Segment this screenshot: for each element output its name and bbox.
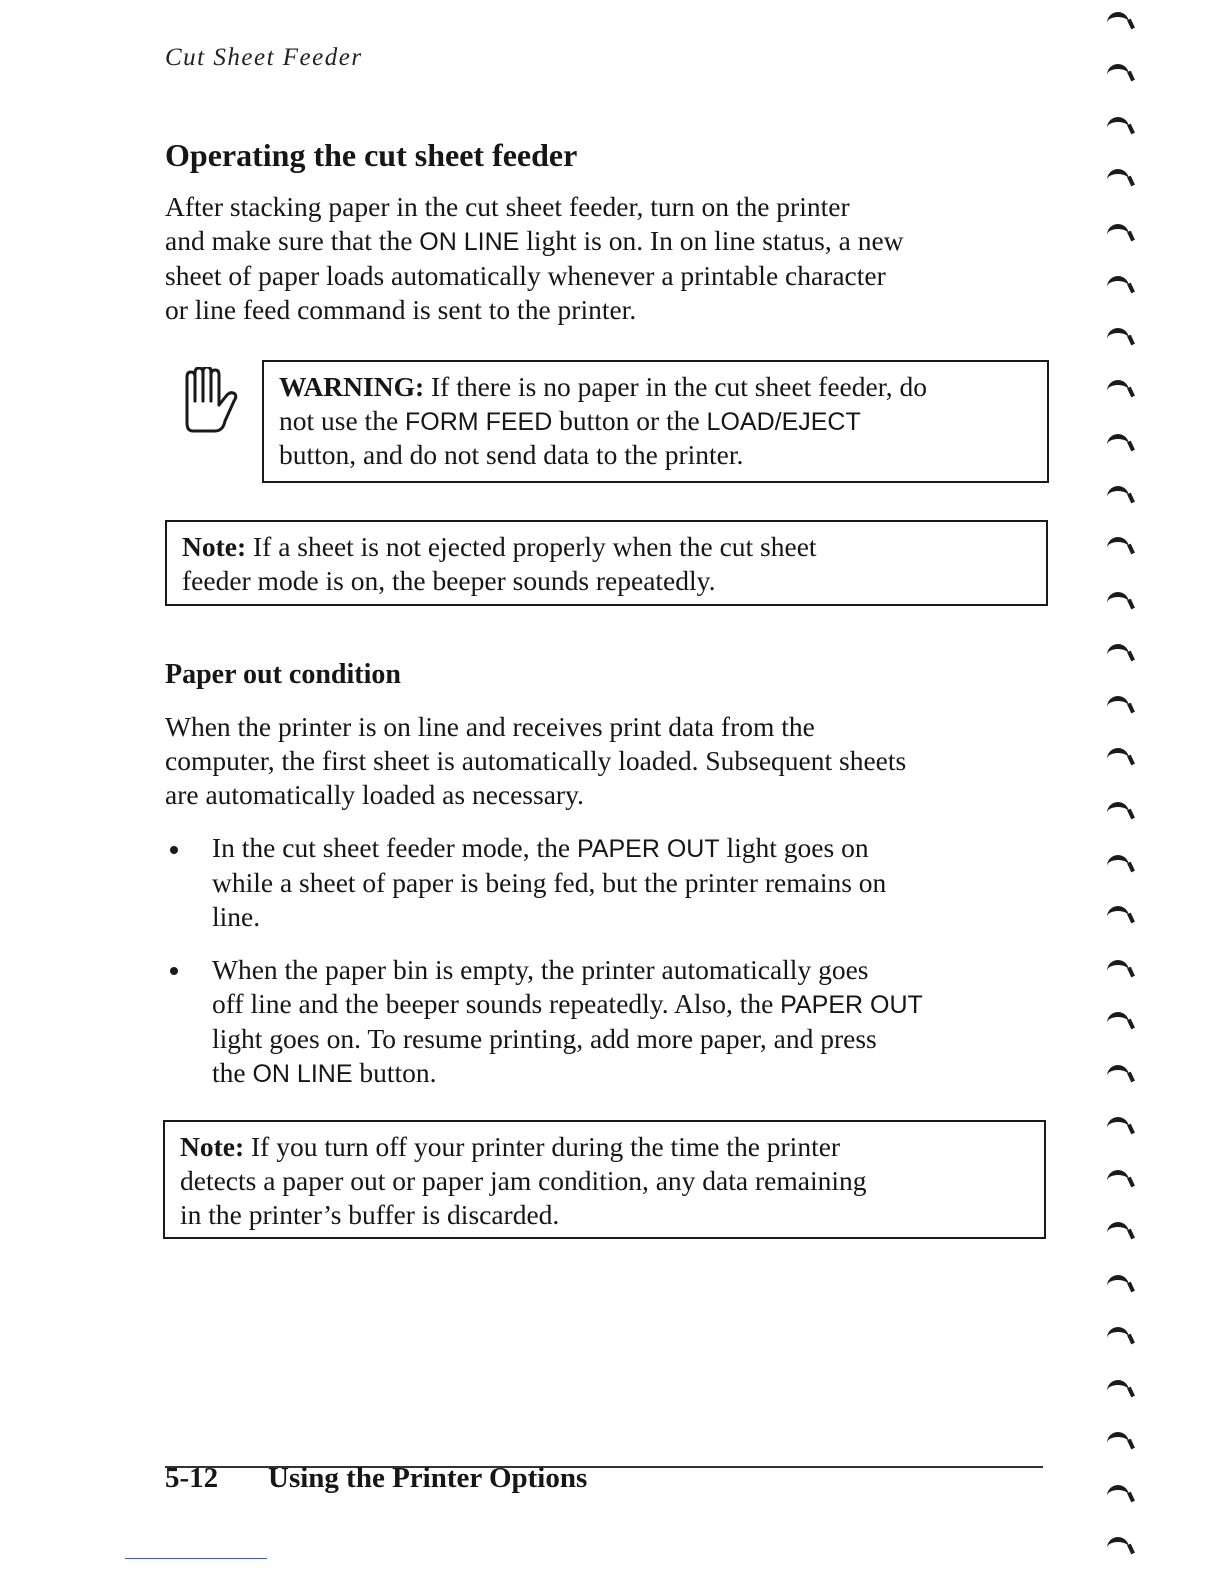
page-footer (165, 1462, 587, 1495)
note2-label: Note: (180, 1131, 245, 1162)
binding-hole (1107, 1117, 1129, 1134)
note-box-2 (163, 1120, 1046, 1239)
bullet2-line-3: light goes on. To resume printing, add more paper, and press (212, 1023, 877, 1054)
key-on-line: ON LINE (419, 228, 520, 256)
paper-out-line-3: are automatically loaded as necessary. (165, 779, 584, 810)
bullet2-line-4: the ON LINE button. (212, 1057, 437, 1088)
binding-hole (1107, 1275, 1129, 1292)
scan-edge-line (125, 1558, 267, 1559)
binding-hole (1107, 855, 1129, 872)
key-paper-out: PAPER OUT (576, 835, 720, 863)
warning-box (262, 360, 1049, 483)
note2-line-3: in the printer’s buffer is discarded. (180, 1199, 560, 1230)
binding-hole (1107, 1222, 1129, 1239)
key-on-line: ON LINE (252, 1060, 353, 1088)
key-load-eject: LOAD/EJECT (706, 408, 861, 436)
page-number: 5-12 (165, 1462, 219, 1494)
note1-label: Note: (182, 531, 247, 562)
binding-hole (1107, 434, 1129, 451)
section-heading-paper-out: Paper out condition (165, 659, 401, 690)
binding-hole (1107, 224, 1129, 241)
bullet1-line-1: In the cut sheet feeder mode, the PAPER OUT light goes on (212, 832, 869, 863)
key-form-feed: FORM FEED (405, 408, 553, 436)
binding-hole (1107, 328, 1129, 345)
bullet-marker (170, 967, 178, 975)
binding-hole (1107, 1170, 1129, 1187)
hand-stop-icon (181, 367, 245, 435)
binding-hole (1107, 64, 1129, 81)
binding-hole (1107, 644, 1129, 661)
operating-line-2: and make sure that the ON LINE light is on. In on line status, a new (165, 225, 904, 256)
section-heading-operating: Operating the cut sheet feeder (165, 137, 578, 173)
note-box-1 (165, 520, 1048, 606)
binding-hole (1107, 276, 1129, 293)
binding-hole (1107, 802, 1129, 819)
warning-label: WARNING: (279, 371, 425, 402)
operating-line-1: After stacking paper in the cut sheet feeder, turn on the printer (165, 191, 850, 222)
bullet-item-2 (212, 953, 923, 1091)
binding-hole (1107, 1065, 1129, 1082)
bullet1-line-3: line. (212, 901, 261, 932)
binding-hole (1107, 380, 1129, 397)
binding-hole (1107, 696, 1129, 713)
running-head: Cut Sheet Feeder (165, 44, 363, 71)
binding-hole (1107, 486, 1129, 503)
key-paper-out: PAPER OUT (780, 991, 923, 1019)
binding-hole (1107, 117, 1129, 134)
binding-hole (1107, 1537, 1129, 1554)
bullet1-line-2: while a sheet of paper is being fed, but the printer remains on (212, 867, 887, 898)
binding-hole (1107, 1012, 1129, 1029)
binding-hole (1107, 748, 1129, 765)
binding-hole (1107, 537, 1129, 554)
binding-hole (1107, 1485, 1129, 1502)
bullet-item-1 (212, 831, 886, 934)
binding-hole (1107, 592, 1129, 609)
chapter-title: Using the Printer Options (268, 1462, 588, 1494)
operating-paragraph (165, 190, 904, 327)
operating-line-4: or line feed command is sent to the printer. (165, 294, 637, 325)
paper-out-line-2: computer, the first sheet is automatically loaded. Subsequent sheets (165, 745, 907, 776)
bullet2-line-1: When the paper bin is empty, the printer automatically goes (212, 954, 869, 985)
binding-hole (1107, 1380, 1129, 1397)
binding-hole (1107, 1432, 1129, 1449)
operating-line-3: sheet of paper loads automatically whenever a printable character (165, 260, 886, 291)
binding-hole (1107, 169, 1129, 186)
note2-line-1: Note: If you turn off your printer during the time the printer (180, 1131, 841, 1162)
binding-hole (1107, 1327, 1129, 1344)
paper-out-paragraph (165, 710, 906, 812)
warning-line-3: button, and do not send data to the printer. (279, 439, 744, 470)
note1-line-1: Note: If a sheet is not ejected properly when the cut sheet (182, 531, 817, 562)
bullet2-line-2: off line and the beeper sounds repeatedly. Also, the PAPER OUT (212, 988, 923, 1019)
binding-hole (1107, 960, 1129, 977)
warning-line-1: WARNING: If there is no paper in the cut sheet feeder, do (279, 371, 927, 402)
paper-out-line-1: When the printer is on line and receives print data from the (165, 711, 815, 742)
bullet-marker (170, 846, 178, 854)
note1-line-2: feeder mode is on, the beeper sounds repeatedly. (182, 565, 716, 596)
binding-hole (1107, 906, 1129, 923)
binding-hole (1107, 12, 1129, 29)
note2-line-2: detects a paper out or paper jam condition, any data remaining (180, 1165, 867, 1196)
warning-line-2: not use the FORM FEED button or the LOAD/EJECT (279, 405, 861, 436)
